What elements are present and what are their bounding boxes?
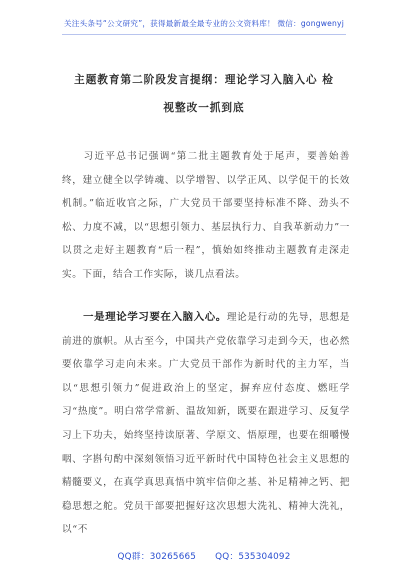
header-divider — [62, 34, 346, 35]
footer-contact — [0, 549, 408, 562]
body-paragraph-1 — [62, 145, 350, 287]
footer-qq-group: QQ群：30265665 — [117, 552, 197, 562]
header-promo-note: 关注头条号“公文研究”，获得最新最全最专业的公文资料库！ 微信：gongwenyj — [63, 19, 345, 28]
paragraph-2-lead-heading: 一是理论学习要在入脑入心。 — [83, 311, 227, 323]
paragraph-1-text: 习近平总书记强调“第二批主题教育处于尾声，要善始善终，建立健全以学铸魂、以学增智、以学正风、以学促干的长效机制。”临近收官之际，广大党员干部要坚持标准不降、劲头不松、力度不减，以“思想引领力、基层执行力、自我革新动力”一以贯之走好主题教育“后一程”，慎始如终推动主题教育走深走实。下面，结合工作实际，谈几点看法。 — [62, 151, 350, 280]
document-title: 主题教育第二阶段发言提纲：理论学习入脑入心 检视整改一抓到底 — [74, 74, 334, 114]
footer-qq-number: QQ：535304092 — [215, 552, 291, 562]
paragraph-2-text: 理论是行动的先导，思想是前进的旗帜。从古至今，中国共产党依靠学习走到今天，也必然要依靠学习走向未来。广大党员干部作为新时代的主力军，当以“思想引领力”促进政治上的坚定，摒弃应付态度、燃旺学习“热度”。明白常学常新、温故知新，既要在跟进学习、反复学习上下功夫，始终坚持读原著、学原文、悟原理，也要在细嚼慢咽、字斟句酌中深刻领悟习近平新时代中国特色社会主义思想的精髓要义，在真学真思真悟中筑牢信仰之基、补足精神之钙、把稳思想之舵。党员干部要把握好这次思想大洗礼、精神大洗礼，以“不 — [62, 312, 350, 536]
body-paragraph-2 — [62, 306, 350, 542]
